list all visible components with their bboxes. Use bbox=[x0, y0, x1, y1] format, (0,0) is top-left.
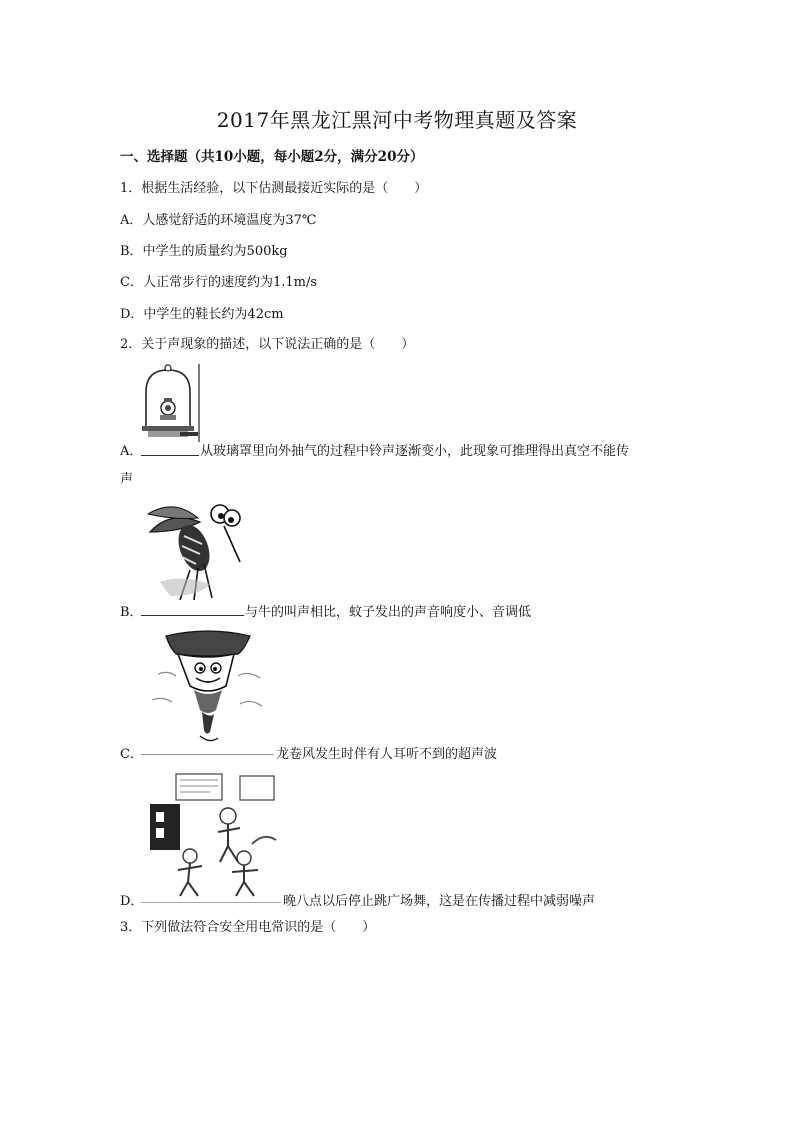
question-2-stem: 2．关于声现象的描述，以下说法正确的是（ ） bbox=[120, 337, 415, 352]
question-2-option-a-text: 从玻璃罩里向外抽气的过程中铃声逐渐变小，此现象可推理得出真空不能传 bbox=[200, 444, 630, 459]
question-2-option-b-text: 与牛的叫声相比，蚊子发出的声音响度小、音调低 bbox=[245, 605, 532, 620]
mosquito-image bbox=[140, 492, 244, 604]
question-2-option-c-text: 龙卷风发生时伴有人耳听不到的超声波 bbox=[276, 747, 498, 762]
section-heading: 一、选择题（共10小题，每小题2分，满分20分） bbox=[120, 149, 424, 165]
answer-blank bbox=[141, 615, 244, 616]
question-3-stem: 3．下列做法符合安全用电常识的是（ ） bbox=[120, 920, 376, 935]
question-2-option-c-label: C． bbox=[120, 747, 143, 762]
question-2-option-d-label: D． bbox=[120, 894, 144, 909]
answer-blank bbox=[141, 754, 274, 755]
question-1-option-a: A．人感觉舒适的环境温度为37℃ bbox=[120, 213, 317, 228]
question-1-option-b: B．中学生的质量约为500kg bbox=[120, 244, 288, 259]
question-2-option-d-text: 晚八点以后停止跳广场舞，这是在传播过程中减弱噪声 bbox=[283, 894, 596, 909]
question-1-option-d: D．中学生的鞋长约为42cm bbox=[120, 307, 284, 322]
square-dance-image bbox=[140, 766, 282, 900]
page-title: 2017年黑龙江黑河中考物理真题及答案 bbox=[216, 108, 578, 132]
answer-blank bbox=[141, 455, 199, 456]
question-1-stem: 1．根据生活经验，以下估测最接近实际的是（ ） bbox=[120, 181, 428, 196]
bell-jar-image bbox=[138, 362, 204, 444]
answer-blank bbox=[141, 902, 281, 903]
question-1-option-c: C．人正常步行的速度约为1.1m/s bbox=[120, 275, 317, 290]
tornado-image bbox=[138, 624, 268, 750]
question-2-option-a-label: A． bbox=[120, 444, 143, 459]
question-2-option-b-label: B． bbox=[120, 605, 143, 620]
question-2-option-a-continued: 声 bbox=[120, 472, 134, 487]
